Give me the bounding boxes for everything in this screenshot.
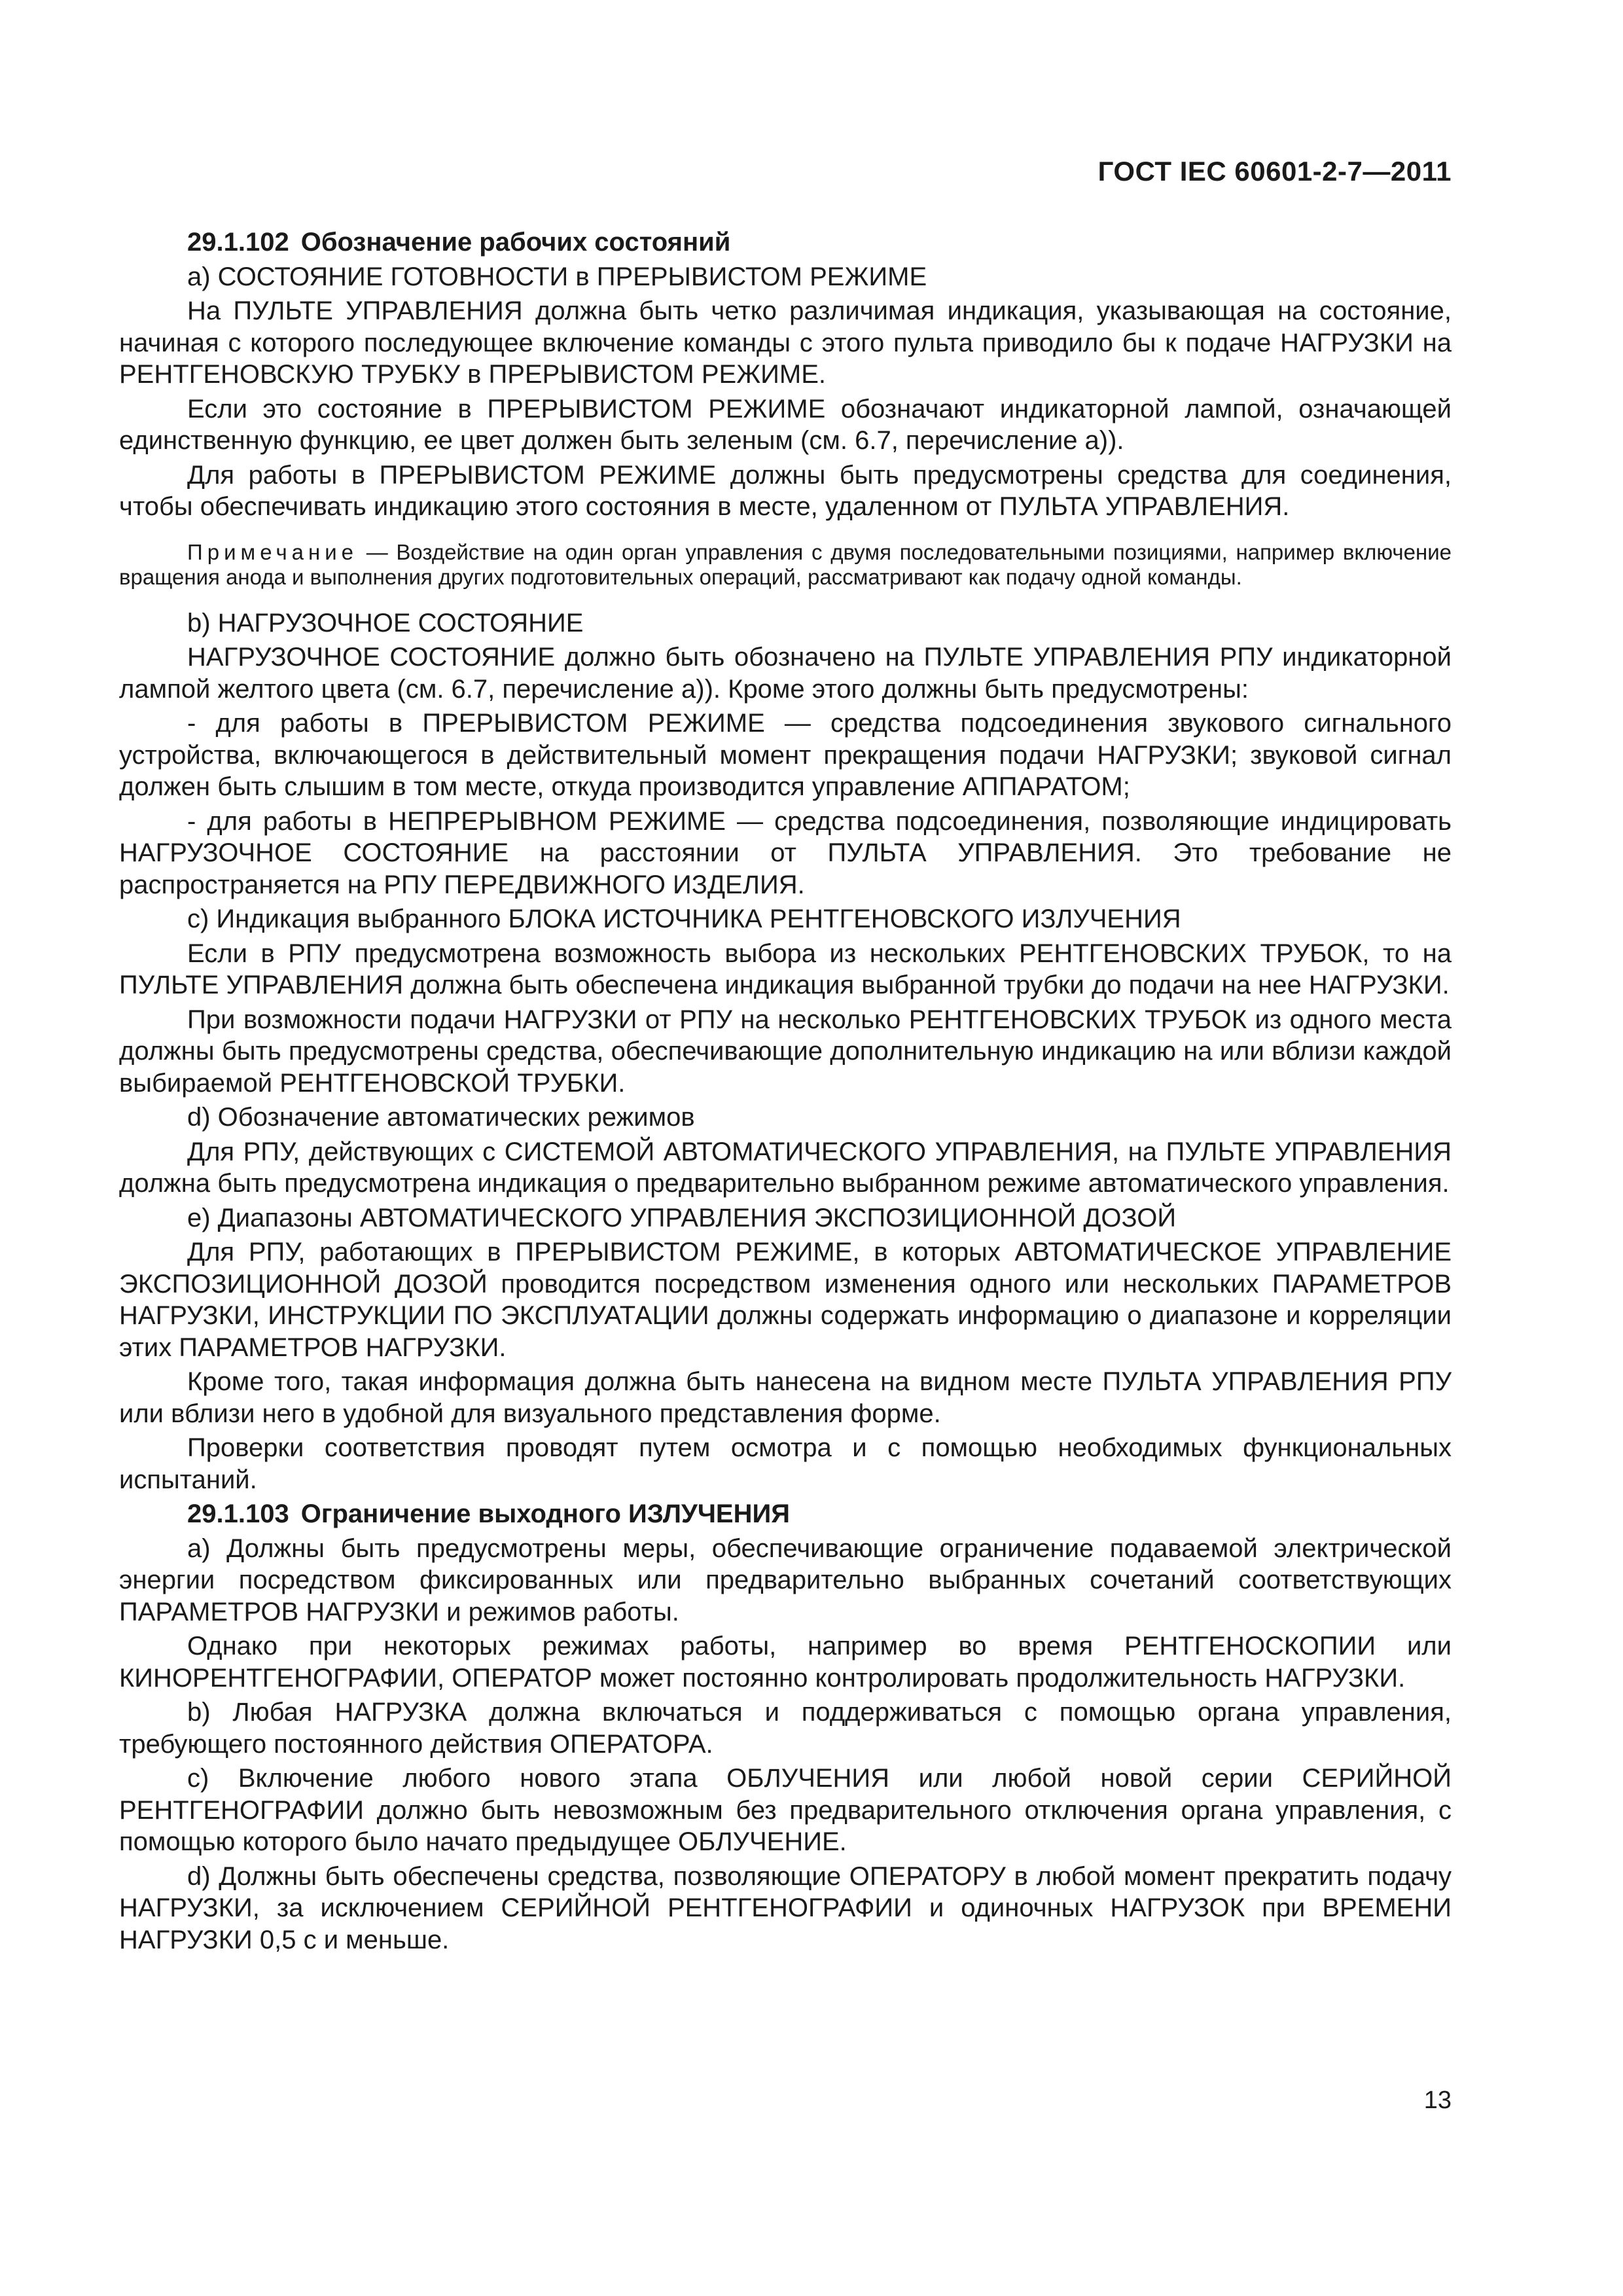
- paragraph: При возможности подачи НАГРУЗКИ от РПУ на несколько РЕНТГЕНОВСКИХ ТРУБОК из одного места должны быть предусмотрены средства, обеспечивающие дополнительную индикацию на или вблизи каждой выбираемой РЕНТГЕНОВСКОЙ ТРУБКИ.: [119, 1005, 1452, 1098]
- paragraph: Для РПУ, действующих с СИСТЕМОЙ АВТОМАТИЧЕСКОГО УПРАВЛЕНИЯ, на ПУЛЬТЕ УПРАВЛЕНИЯ должна быть предусмотрена индикация о предварительно выбранном режиме автоматического управления.: [119, 1137, 1452, 1198]
- paragraph: c) Включение любого нового этапа ОБЛУЧЕНИЯ или любой новой серии СЕРИЙНОЙ РЕНТГЕНОГРАФИИ должно быть невозможным без предварительного отключения органа управления, с помощью которого было начато предыдущее ОБЛУЧЕНИЕ.: [119, 1764, 1452, 1856]
- paragraph: a) СОСТОЯНИЕ ГОТОВНОСТИ в ПРЕРЫВИСТОМ РЕЖИМЕ: [187, 262, 927, 291]
- note-text: — Воздействие на один орган управления с двумя последовательными позициями, например включение вращения анода и выполнения других подготовительных операций, рассматривают как подачу одной команды.: [119, 539, 1452, 589]
- note-label: Примечание: [187, 539, 359, 564]
- paragraph: b) НАГРУЗОЧНОЕ СОСТОЯНИЕ: [187, 608, 584, 637]
- paragraph: d) Должны быть обеспечены средства, позволяющие ОПЕРАТОРУ в любой момент прекратить подачу НАГРУЗКИ, за исключением СЕРИЙНОЙ РЕНТГЕНОГРАФИИ и одиночных НАГРУЗОК при ВРЕМЕНИ НАГРУЗКИ 0,5 с и меньше.: [119, 1861, 1452, 1954]
- paragraph: c) Индикация выбранного БЛОКА ИСТОЧНИКА РЕНТГЕНОВСКОГО ИЗЛУЧЕНИЯ: [187, 905, 1181, 933]
- section-number: 29.1.102: [187, 228, 289, 257]
- paragraph: Если в РПУ предусмотрена возможность выбора из нескольких РЕНТГЕНОВСКИХ ТРУБОК, то на ПУЛЬТЕ УПРАВЛЕНИЯ должна быть обеспечена индикация выбранной трубки до подачи на нее НАГРУЗКИ.: [119, 939, 1452, 999]
- paragraph: b) Любая НАГРУЗКА должна включаться и поддерживаться с помощью органа управления, требующего постоянного действия ОПЕРАТОРА.: [119, 1698, 1452, 1759]
- section-heading-29-1-102: [119, 226, 1452, 259]
- list-item: - для работы в НЕПРЕРЫВНОМ РЕЖИМЕ — средства подсоединения, позволяющие индицировать НАГРУЗОЧНОЕ СОСТОЯНИЕ на расстоянии от ПУЛЬТА УПРАВЛЕНИЯ. Это требование не распространяется на РПУ ПЕРЕДВИЖНОГО ИЗДЕЛИЯ.: [119, 806, 1452, 899]
- paragraph: a) Должны быть предусмотрены меры, обеспечивающие ограничение подаваемой электрической энергии посредством фиксированных или предварительно выбранных сочетаний соответствующих ПАРАМЕТРОВ НАГРУЗКИ и режимов работы.: [119, 1534, 1452, 1626]
- paragraph: Кроме того, такая информация должна быть нанесена на видном месте ПУЛЬТА УПРАВЛЕНИЯ РПУ или вблизи него в удобной для визуального представления форме.: [119, 1367, 1452, 1428]
- paragraph: d) Обозначение автоматических режимов: [187, 1103, 695, 1132]
- paragraph: Однако при некоторых режимах работы, например во время РЕНТГЕНОСКОПИИ или КИНОРЕНТГЕНОГРАФИИ, ОПЕРАТОР может постоянно контролировать продолжительность НАГРУЗКИ.: [119, 1632, 1452, 1693]
- document-header: ГОСТ IEC 60601-2-7—2011: [1097, 156, 1452, 187]
- section-title: Ограничение выходного ИЗЛУЧЕНИЯ: [300, 1499, 790, 1528]
- paragraph: Для РПУ, работающих в ПРЕРЫВИСТОМ РЕЖИМЕ, в которых АВТОМАТИЧЕСКОЕ УПРАВЛЕНИЕ ЭКСПОЗИЦИОННОЙ ДОЗОЙ проводится посредством изменения одного или нескольких ПАРАМЕТРОВ НАГРУЗКИ, ИНСТРУКЦИИ ПО ЭКСПЛУАТАЦИИ должны содержать информацию о диапазоне и корреляции этих ПАРАМЕТРОВ НАГРУЗКИ.: [119, 1238, 1452, 1362]
- note: [119, 540, 1452, 590]
- paragraph: e) Диапазоны АВТОМАТИЧЕСКОГО УПРАВЛЕНИЯ ЭКСПОЗИЦИОННОЙ ДОЗОЙ: [187, 1203, 1177, 1232]
- section-title: Обозначение рабочих состояний: [300, 228, 731, 257]
- paragraph: НАГРУЗОЧНОЕ СОСТОЯНИЕ должно быть обозначено на ПУЛЬТЕ УПРАВЛЕНИЯ РПУ индикаторной лампой желтого цвета (см. 6.7, перечисление а)). Кроме этого должны быть предусмотрены:: [119, 643, 1452, 704]
- paragraph: На ПУЛЬТЕ УПРАВЛЕНИЯ должна быть четко различимая индикация, указывающая на состояние, начиная с которого последующее включение команды с этого пульта приводило бы к подаче НАГРУЗКИ на РЕНТГЕНОВСКУЮ ТРУБКУ в ПРЕРЫВИСТОМ РЕЖИМЕ.: [119, 296, 1452, 389]
- paragraph: Если это состояние в ПРЕРЫВИСТОМ РЕЖИМЕ обозначают индикаторной лампой, означающей единственную функцию, ее цвет должен быть зеленым (см. 6.7, перечисление а)).: [119, 394, 1452, 455]
- list-item: - для работы в ПРЕРЫВИСТОМ РЕЖИМЕ — средства подсоединения звукового сигнального устройства, включающегося в действительный момент прекращения подачи НАГРУЗКИ; звуковой сигнал должен быть слышим в том месте, откуда производится управление АППАРАТОМ;: [119, 709, 1452, 801]
- paragraph: Проверки соответствия проводят путем осмотра и с помощью необходимых функциональных испытаний.: [119, 1433, 1452, 1494]
- section-heading-29-1-103: [119, 1498, 1452, 1530]
- page-number: 13: [1423, 2087, 1452, 2114]
- paragraph: Для работы в ПРЕРЫВИСТОМ РЕЖИМЕ должны быть предусмотрены средства для соединения, чтобы обеспечивать индикацию этого состояния в месте, удаленном от ПУЛЬТА УПРАВЛЕНИЯ.: [119, 460, 1452, 521]
- document-body: [119, 226, 1452, 1958]
- section-number: 29.1.103: [187, 1499, 289, 1528]
